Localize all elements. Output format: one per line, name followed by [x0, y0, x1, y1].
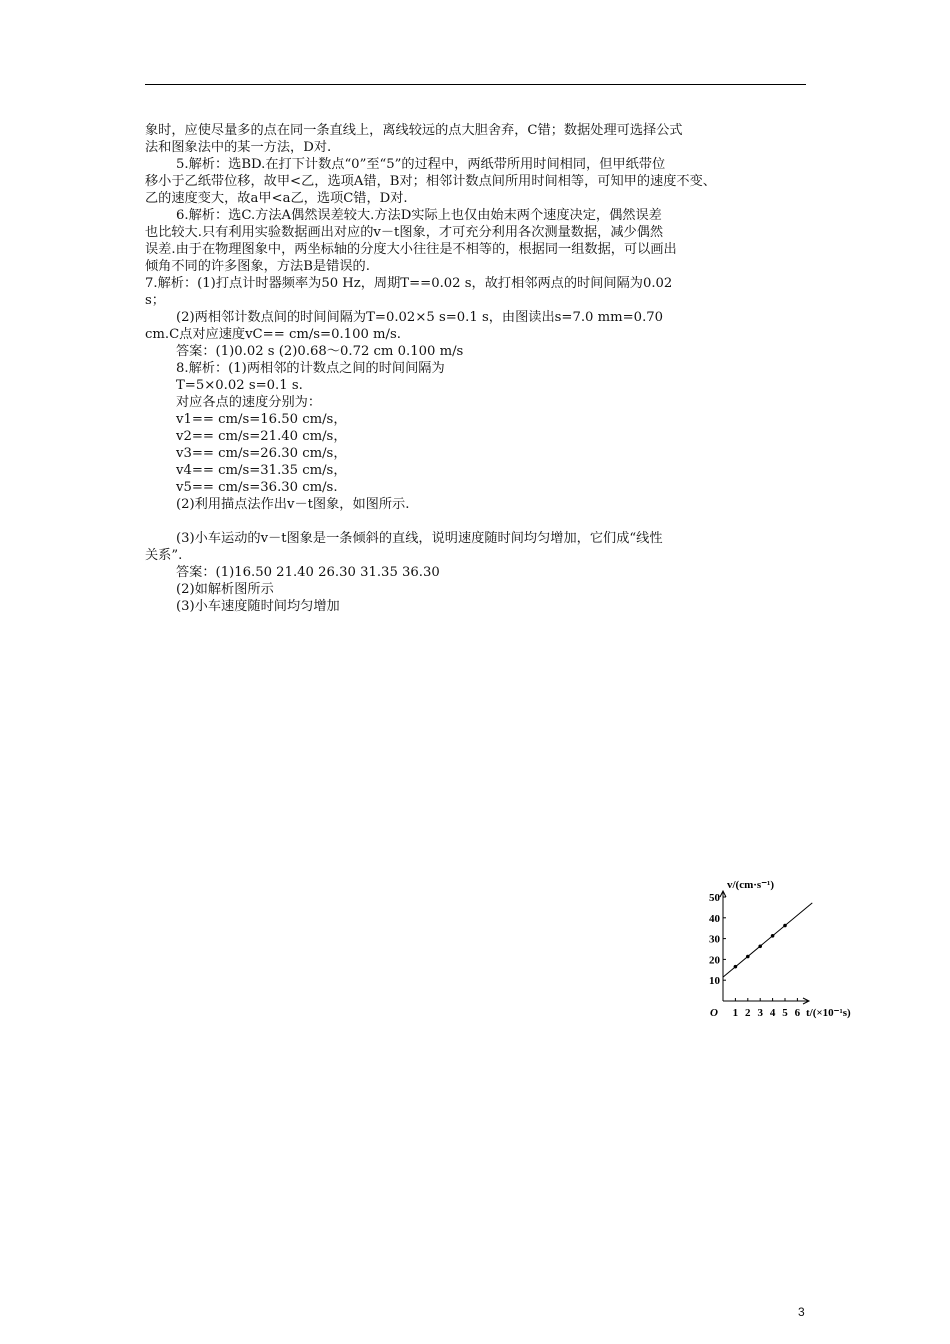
text-line: 关系”. [145, 548, 183, 563]
text-line: (2)利用描点法作出v－t图象，如图所示. [176, 497, 410, 512]
x-tick-label: 6 [794, 1007, 801, 1019]
text-line: v1== cm/s=16.50 cm/s， [176, 412, 347, 427]
text-line: 乙的速度变大，故a甲<a乙，选项C错，D对. [145, 191, 408, 206]
text-line: 6.解析：选C.方法A偶然误差较大.方法D实际上也仅由始末两个速度决定，偶然误差 [176, 208, 662, 223]
data-point [783, 924, 787, 928]
text-line: (3)小车速度随时间均匀增加 [176, 599, 340, 614]
text-line: v2== cm/s=21.40 cm/s， [176, 429, 347, 444]
x-tick-label: 4 [769, 1007, 776, 1019]
text-line: 也比较大.只有利用实验数据画出对应的v－t图象，才可充分利用各次测量数据，减少偶然 [145, 225, 664, 240]
text-line: 倾角不同的许多图象，方法B是错误的. [145, 259, 370, 274]
text-line: v5== cm/s=36.30 cm/s. [176, 480, 338, 495]
text-line: 5.解析：选BD.在打下计数点“0”至“5”的过程中，两纸带所用时间相同，但甲纸带位 [176, 157, 666, 172]
text-line: 8.解析：(1)两相邻的计数点之间的时间间隔为 [176, 361, 445, 376]
y-tick-label: 50 [709, 892, 720, 904]
text-line: (3)小车运动的v－t图象是一条倾斜的直线，说明速度随时间均匀增加，它们成“线性 [176, 531, 663, 546]
text-line: 误差.由于在物理图象中，两坐标轴的分度大小往往是不相等的，根据同一组数据，可以画出 [145, 242, 677, 257]
x-tick-label: 3 [757, 1007, 763, 1019]
text-line [145, 513, 810, 530]
text-line: v3== cm/s=26.30 cm/s， [176, 446, 347, 461]
text-line: 7.解析：(1)打点计时器频率为50 Hz，周期T==0.02 s，故打相邻两点的时间间隔为0.02 [145, 276, 673, 291]
x-tick-label: 5 [782, 1007, 788, 1019]
y-tick-label: 20 [709, 954, 720, 967]
y-tick-label: 30 [709, 933, 720, 946]
x-tick-label: 1 [732, 1007, 739, 1019]
data-point [746, 955, 750, 959]
text-line: 答案：(1)16.50 21.40 26.30 31.35 36.30 [176, 565, 440, 580]
header-rule [145, 84, 806, 85]
text-line: 法和图象法中的某一方法，D对. [145, 140, 332, 155]
y-axis-label: v/(cm·s⁻¹) [727, 879, 774, 891]
text-line: T=5×0.02 s=0.1 s. [176, 378, 303, 393]
text-line: 移小于乙纸带位移，故甲<乙，选项A错，B对；相邻计数点间所用时间相等，可知甲的速度不变、 [145, 174, 716, 189]
text-line: s； [145, 293, 165, 308]
origin-label: O [710, 1007, 718, 1019]
x-tick-label: 2 [745, 1007, 751, 1019]
page-number: 3 [798, 1305, 805, 1319]
y-tick-label: 10 [709, 975, 720, 988]
text-line: 答案：(1)0.02 s (2)0.68～0.72 cm 0.100 m/s [176, 344, 464, 359]
text-line: 象时，应使尽量多的点在同一条直线上，离线较远的点大胆舍弃，C错；数据处理可选择公式 [145, 123, 683, 138]
text-line: (2)如解析图所示 [176, 582, 274, 597]
solution-text [145, 122, 810, 615]
y-tick-label: 40 [709, 912, 720, 925]
text-line: v4== cm/s=31.35 cm/s， [176, 463, 347, 478]
x-axis-label: t/(×10⁻¹s) [806, 1007, 851, 1019]
data-point [758, 944, 762, 948]
data-point [771, 934, 775, 938]
text-line: 对应各点的速度分别为： [176, 395, 322, 410]
vt-graph [703, 877, 868, 1022]
text-line: cm.C点对应速度vC== cm/s=0.100 m/s. [145, 327, 401, 342]
text-line: (2)两相邻计数点间的时间间隔为T=0.02×5 s=0.1 s，由图读出s=7.0 mm=0.70 [176, 310, 664, 325]
data-point [734, 965, 738, 969]
